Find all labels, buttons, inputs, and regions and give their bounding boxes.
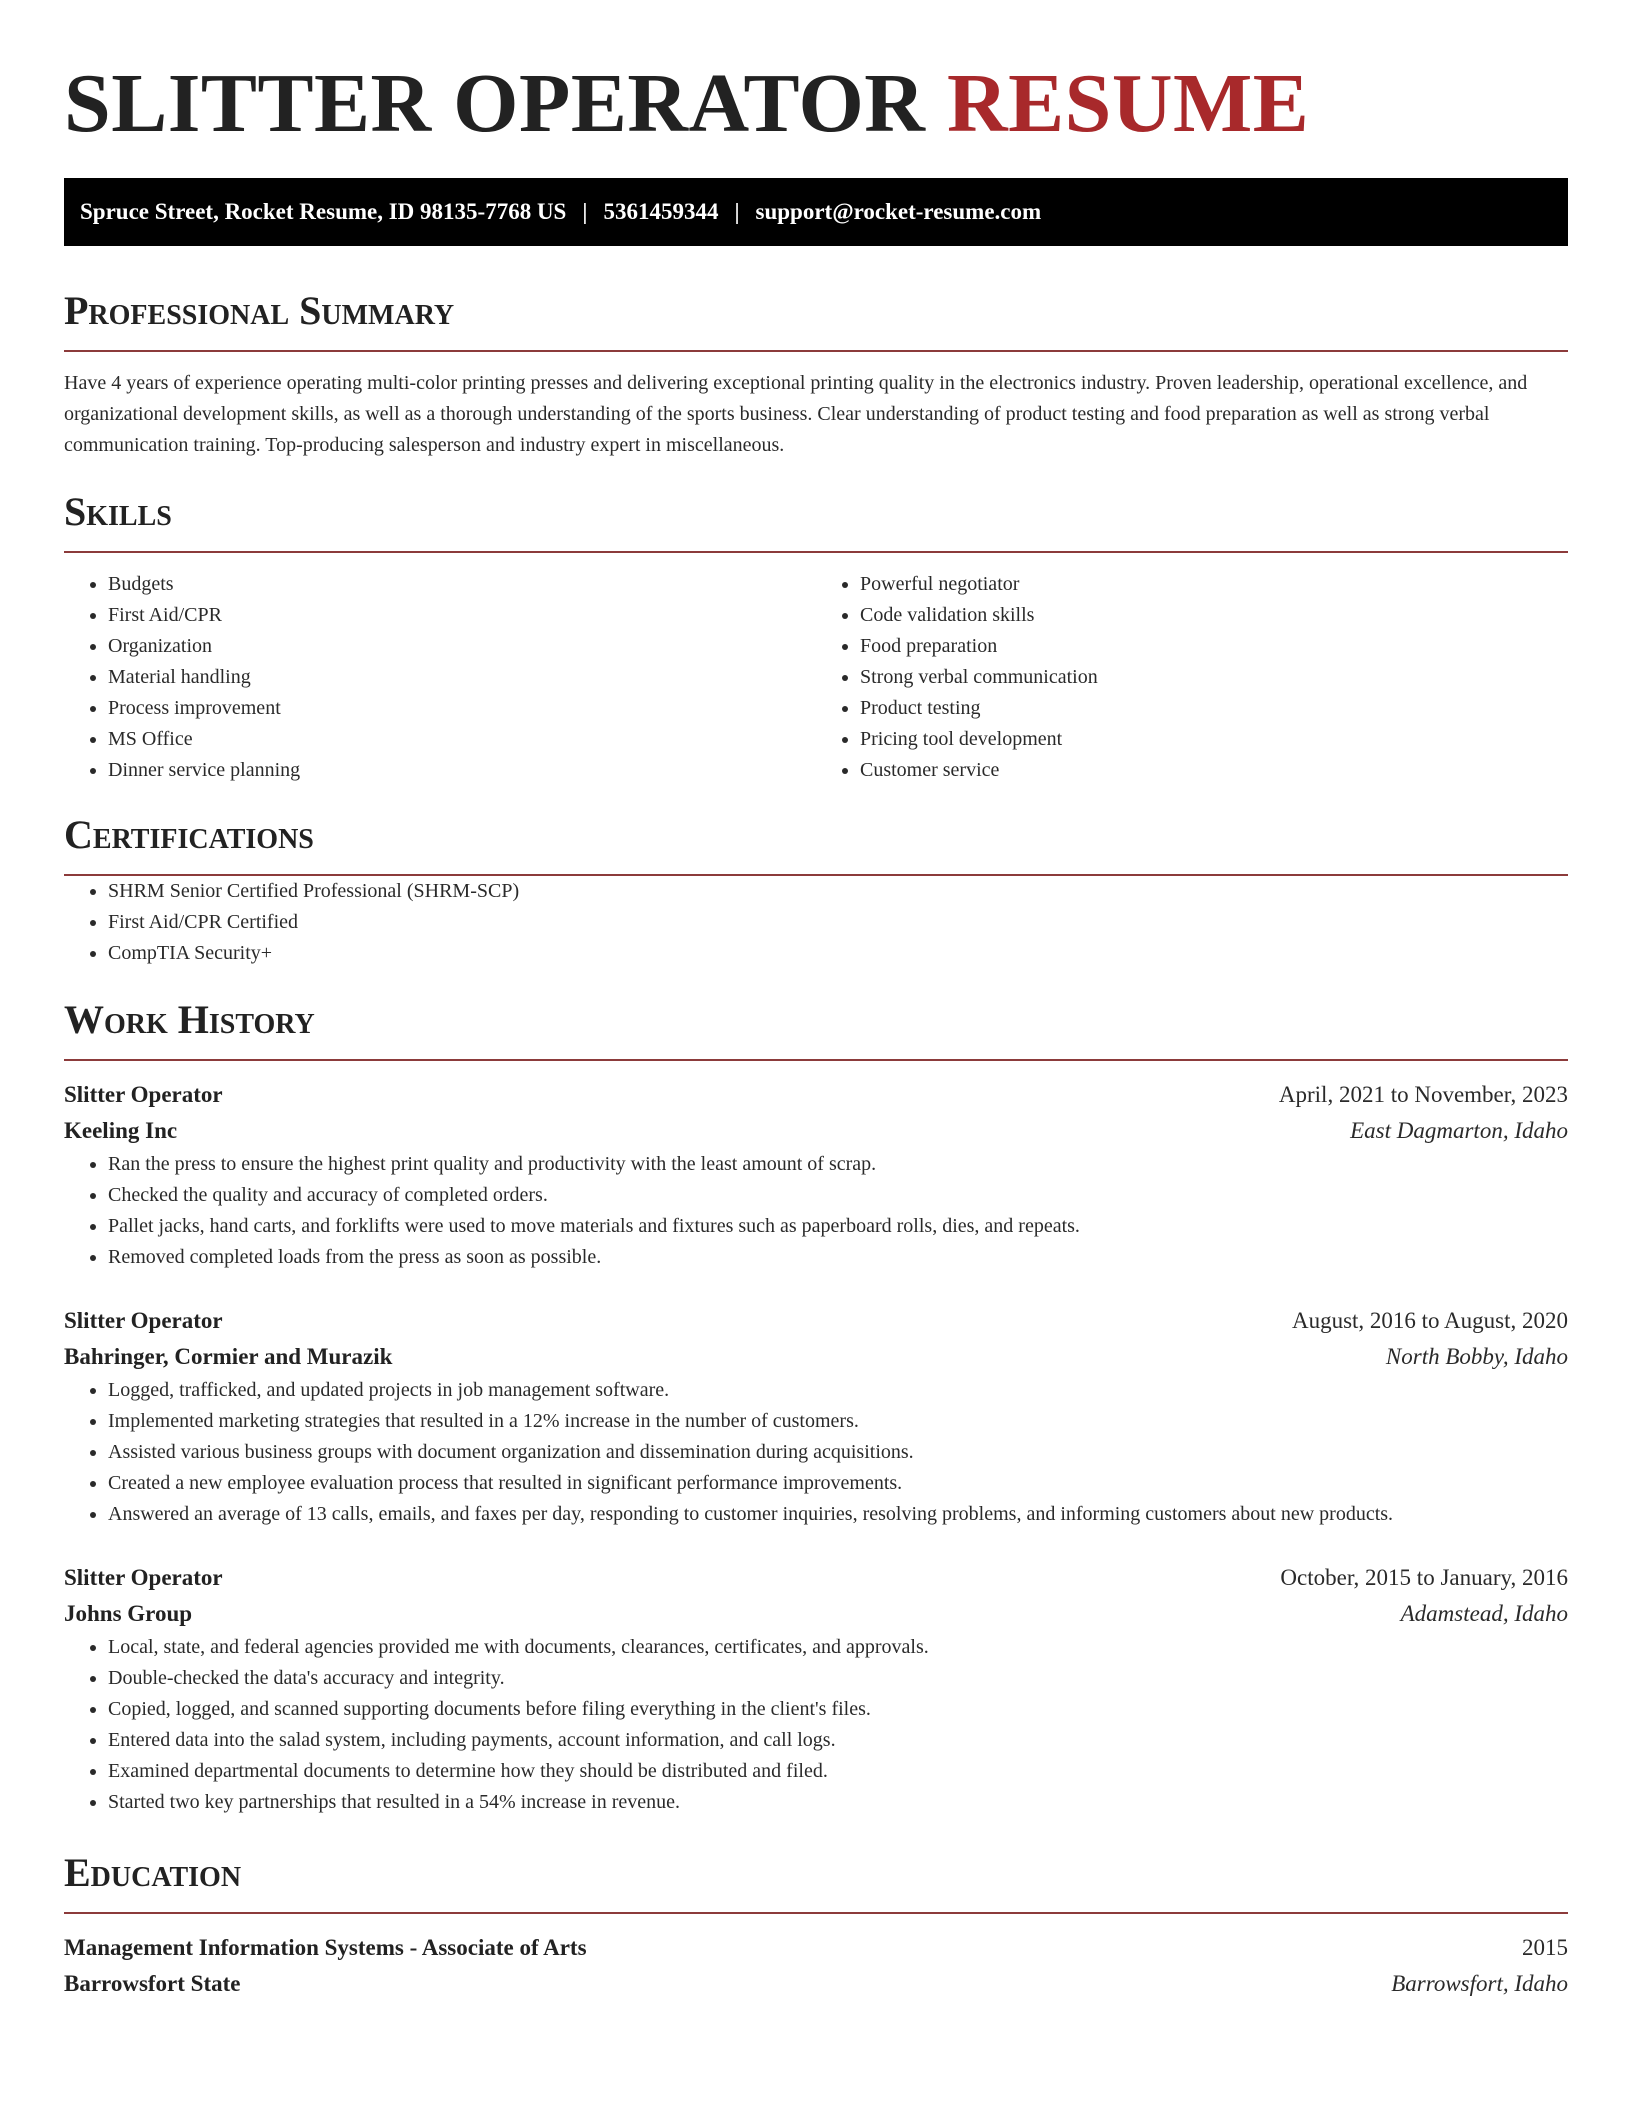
job-title: Slitter Operator	[64, 1082, 223, 1107]
skill-item: • Code validation skills	[860, 600, 1568, 631]
job-company-row	[64, 1339, 1568, 1375]
job-entry	[64, 1077, 1568, 1273]
job-company: Johns Group	[64, 1601, 193, 1626]
job-header-row	[64, 1077, 1568, 1113]
skills-column-left	[64, 569, 816, 786]
education-year: 2015	[1522, 1935, 1568, 1960]
education-school-row	[64, 1966, 1568, 2002]
skill-item: • Pricing tool development	[860, 724, 1568, 755]
certification-item: • SHRM Senior Certified Professional (SHRM-SCP)	[108, 876, 1568, 907]
job-bullet: • Copied, logged, and scanned supporting documents before filing everything in the client's files.	[108, 1694, 1568, 1725]
skill-item: • Organization	[108, 631, 816, 662]
title-main: SLITTER OPERATOR	[64, 57, 926, 150]
job-entry	[64, 1303, 1568, 1530]
skill-item: • Customer service	[860, 755, 1568, 786]
skill-item: • MS Office	[108, 724, 816, 755]
job-bullet: • Removed completed loads from the press as soon as possible.	[108, 1242, 1568, 1273]
job-bullet: • Started two key partnerships that resulted in a 54% increase in revenue.	[108, 1787, 1568, 1818]
job-title: Slitter Operator	[64, 1565, 223, 1590]
contact-address: Spruce Street, Rocket Resume, ID 98135-7768 US	[80, 199, 567, 224]
job-bullet: • Answered an average of 13 calls, emails, and faxes per day, responding to customer inquiries, resolving problems, and informing customers about new products.	[108, 1499, 1568, 1530]
job-bullets	[64, 1632, 1568, 1818]
skills-grid	[64, 569, 1568, 786]
work-history-section	[64, 995, 1568, 1818]
skills-section	[64, 487, 1568, 786]
job-bullet: • Pallet jacks, hand carts, and forklifts were used to move materials and fixtures such as paperboard rolls, dies, and repeats.	[108, 1211, 1568, 1242]
resume-title	[64, 0, 1568, 154]
education-school: Barrowsfort State	[64, 1971, 241, 1996]
skill-item: • Powerful negotiator	[860, 569, 1568, 600]
job-bullet: • Entered data into the salad system, including payments, account information, and call logs.	[108, 1725, 1568, 1756]
job-location: East Dagmarton, Idaho	[1350, 1118, 1568, 1143]
job-bullets	[64, 1375, 1568, 1530]
job-dates: August, 2016 to August, 2020	[1291, 1308, 1568, 1333]
job-bullets	[64, 1149, 1568, 1273]
job-location: Adamstead, Idaho	[1400, 1601, 1568, 1626]
job-bullet: • Local, state, and federal agencies provided me with documents, clearances, certificates, and approvals.	[108, 1632, 1568, 1663]
skills-list-left	[64, 569, 816, 786]
summary-text: Have 4 years of experience operating multi-color printing presses and delivering exceptional printing quality in the electronics industry. Proven leadership, operational excellence, and organizational development skills, as well as a thorough understanding of the sports business. Clear understanding of product testing and food preparation as well as strong verbal communication training. Top-producing salesperson and industry expert in miscellaneous.	[64, 372, 1528, 456]
title-accent: RESUME	[946, 57, 1310, 150]
education-heading: Education	[64, 1848, 1568, 1914]
summary-heading: Professional Summary	[64, 286, 1568, 352]
skill-item: • Product testing	[860, 693, 1568, 724]
skills-list-right	[816, 569, 1568, 786]
job-bullet: • Implemented marketing strategies that resulted in a 12% increase in the number of customers.	[108, 1406, 1568, 1437]
job-bullet: • Assisted various business groups with document organization and dissemination during acquisitions.	[108, 1437, 1568, 1468]
summary-section	[64, 286, 1568, 461]
skill-item: • Dinner service planning	[108, 755, 816, 786]
education-degree: Management Information Systems - Associate of Arts	[64, 1935, 587, 1960]
job-title: Slitter Operator	[64, 1308, 223, 1333]
job-company: Keeling Inc	[64, 1118, 178, 1143]
education-degree-row	[64, 1930, 1568, 1966]
contact-separator: |	[582, 199, 588, 224]
job-company: Bahringer, Cormier and Murazik	[64, 1344, 393, 1369]
job-location: North Bobby, Idaho	[1385, 1344, 1568, 1369]
contact-phone: 5361459344	[603, 199, 719, 224]
skills-column-right	[816, 569, 1568, 786]
certifications-section	[64, 810, 1568, 969]
skills-heading: Skills	[64, 487, 1568, 553]
work-history-heading: Work History	[64, 995, 1568, 1061]
job-bullet: • Checked the quality and accuracy of completed orders.	[108, 1180, 1568, 1211]
job-bullet: • Ran the press to ensure the highest print quality and productivity with the least amount of scrap.	[108, 1149, 1568, 1180]
education-location: Barrowsfort, Idaho	[1391, 1971, 1568, 1996]
contact-email: support@rocket-resume.com	[755, 199, 1042, 224]
job-bullet: • Double-checked the data's accuracy and integrity.	[108, 1663, 1568, 1694]
skill-item: • Strong verbal communication	[860, 662, 1568, 693]
job-dates: October, 2015 to January, 2016	[1280, 1565, 1568, 1590]
job-entry	[64, 1560, 1568, 1818]
certification-item: • CompTIA Security+	[108, 938, 1568, 969]
skill-item: • Food preparation	[860, 631, 1568, 662]
education-entry	[64, 1930, 1568, 2002]
certifications-list	[64, 876, 1568, 969]
job-header-row	[64, 1560, 1568, 1596]
job-company-row	[64, 1113, 1568, 1149]
certification-item: • First Aid/CPR Certified	[108, 907, 1568, 938]
skill-item: • Process improvement	[108, 693, 816, 724]
job-company-row	[64, 1596, 1568, 1632]
job-bullet: • Created a new employee evaluation process that resulted in significant performance improvements.	[108, 1468, 1568, 1499]
job-header-row	[64, 1303, 1568, 1339]
education-section	[64, 1848, 1568, 2002]
job-bullet: • Logged, trafficked, and updated projects in job management software.	[108, 1375, 1568, 1406]
job-bullet: • Examined departmental documents to determine how they should be distributed and filed.	[108, 1756, 1568, 1787]
certifications-heading: Certifications	[64, 810, 1568, 876]
skill-item: • Material handling	[108, 662, 816, 693]
skill-item: • First Aid/CPR	[108, 600, 816, 631]
contact-bar	[64, 178, 1568, 246]
contact-separator: |	[734, 199, 740, 224]
job-dates: April, 2021 to November, 2023	[1278, 1082, 1568, 1107]
skill-item: • Budgets	[108, 569, 816, 600]
